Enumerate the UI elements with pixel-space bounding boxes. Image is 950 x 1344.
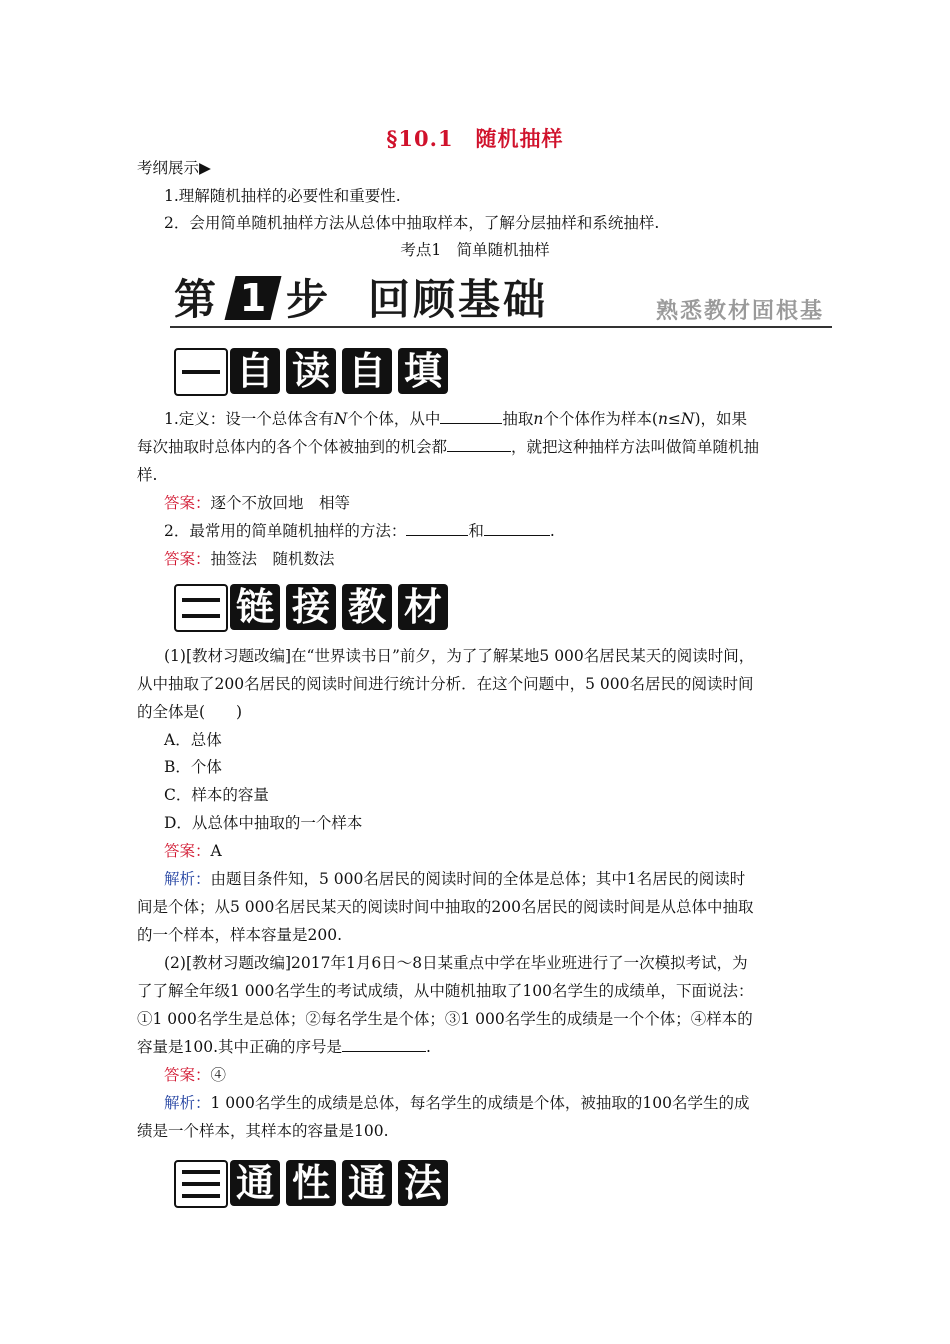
section-char: 通 (342, 1160, 392, 1206)
problem-2-line: (2)[教材习题改编]2017年1月6日～8日某重点中学在毕业班进行了一次模拟考试，为 (164, 954, 748, 972)
section-char: 通 (230, 1160, 280, 1206)
step-subtitle: 熟悉教材固根基 (655, 299, 824, 324)
numeral-one-icon (174, 348, 228, 396)
section-char: 性 (286, 1160, 336, 1206)
problem-2-line: ①1 000名学生是总体；②每名学生是个体；③1 000名学生的成绩是一个个体；④样本的 (137, 1010, 753, 1028)
section-char: 法 (398, 1160, 448, 1206)
problem-1-line: 的全体是( ) (137, 703, 243, 721)
step-label: 步 (286, 275, 329, 324)
explanation-1-line: 间是个体；从5 000名居民某天的阅读时间中抽取的200名居民的阅读时间是从总体中抽取 (137, 898, 754, 916)
section-header-1 (174, 348, 446, 398)
section-char: 链 (230, 584, 280, 630)
problem-1-line: (1)[教材习题改编]在“世界读书日”前夕，为了了解某地5 000名居民某天的阅读时间， (164, 647, 755, 665)
outline-heading: 考纲展示▶ (137, 159, 211, 177)
explanation-2-line: 绩是一个样本，其样本的容量是100. (137, 1122, 389, 1140)
kaodian-heading: 考点1 简单随机抽样 (400, 241, 550, 259)
explanation-1: 解析：由题目条件知，5 000名居民的阅读时间的全体是总体；其中1名居民的阅读时 (164, 870, 746, 888)
section-char: 自 (342, 348, 392, 394)
outline-item: 1.理解随机抽样的必要性和重要性. (164, 187, 401, 205)
outline-item: 2．会用简单随机抽样方法从总体中抽取样本，了解分层抽样和系统抽样. (164, 214, 660, 232)
q1-line1: 1.定义：设一个总体含有N个个体，从中 抽取n个个体作为样本(n≤N)，如果 (164, 410, 748, 428)
option-a: A．总体 (164, 731, 222, 749)
answer-1: 答案：逐个不放回地 相等 (164, 494, 351, 512)
section-char: 读 (286, 348, 336, 394)
answer-4: 答案：④ (164, 1066, 227, 1084)
section-char: 接 (286, 584, 336, 630)
q2: 2．最常用的简单随机抽样的方法： 和 . (164, 522, 555, 540)
step-main-title: 回顾基础 (368, 275, 549, 324)
section-char: 材 (398, 584, 448, 630)
numeral-three-icon (174, 1160, 228, 1208)
answer-3: 答案：A (164, 842, 222, 860)
explanation-2: 解析：1 000名学生的成绩是总体，每名学生的成绩是个体，被抽取的100名学生的成 (164, 1094, 750, 1112)
answer-2: 答案：抽签法 随机数法 (164, 550, 335, 568)
problem-1-line: 从中抽取了200名居民的阅读时间进行统计分析．在这个问题中，5 000名居民的阅读时间 (137, 675, 754, 693)
problem-2-line: 了了解全年级1 000名学生的考试成绩，从中随机抽取了100名学生的成绩单，下面说法： (137, 982, 754, 1000)
step-number-badge: 1 (225, 276, 282, 320)
explanation-1-line: 的一个样本，样本容量是200. (137, 926, 343, 944)
section-title: §10.1 随机抽样 (386, 126, 564, 151)
step-underline (170, 326, 832, 328)
option-d: D．从总体中抽取的一个样本 (164, 814, 363, 832)
option-c: C．样本的容量 (164, 786, 269, 804)
problem-2-line: 容量是100.其中正确的序号是 . (137, 1038, 431, 1056)
q1-line3: 样. (137, 466, 158, 484)
step-banner (170, 275, 832, 328)
q1-line2: 每次抽取时总体内的各个个体被抽到的机会都 ，就把这种抽样方法叫做简单随机抽 (137, 438, 760, 456)
option-b: B．个体 (164, 758, 222, 776)
numeral-two-icon (174, 584, 228, 632)
section-header-3 (174, 1160, 446, 1210)
section-char: 填 (398, 348, 448, 394)
step-prefix: 第 (174, 275, 217, 324)
section-char: 教 (342, 584, 392, 630)
section-header-2 (174, 584, 446, 634)
section-char: 自 (230, 348, 280, 394)
